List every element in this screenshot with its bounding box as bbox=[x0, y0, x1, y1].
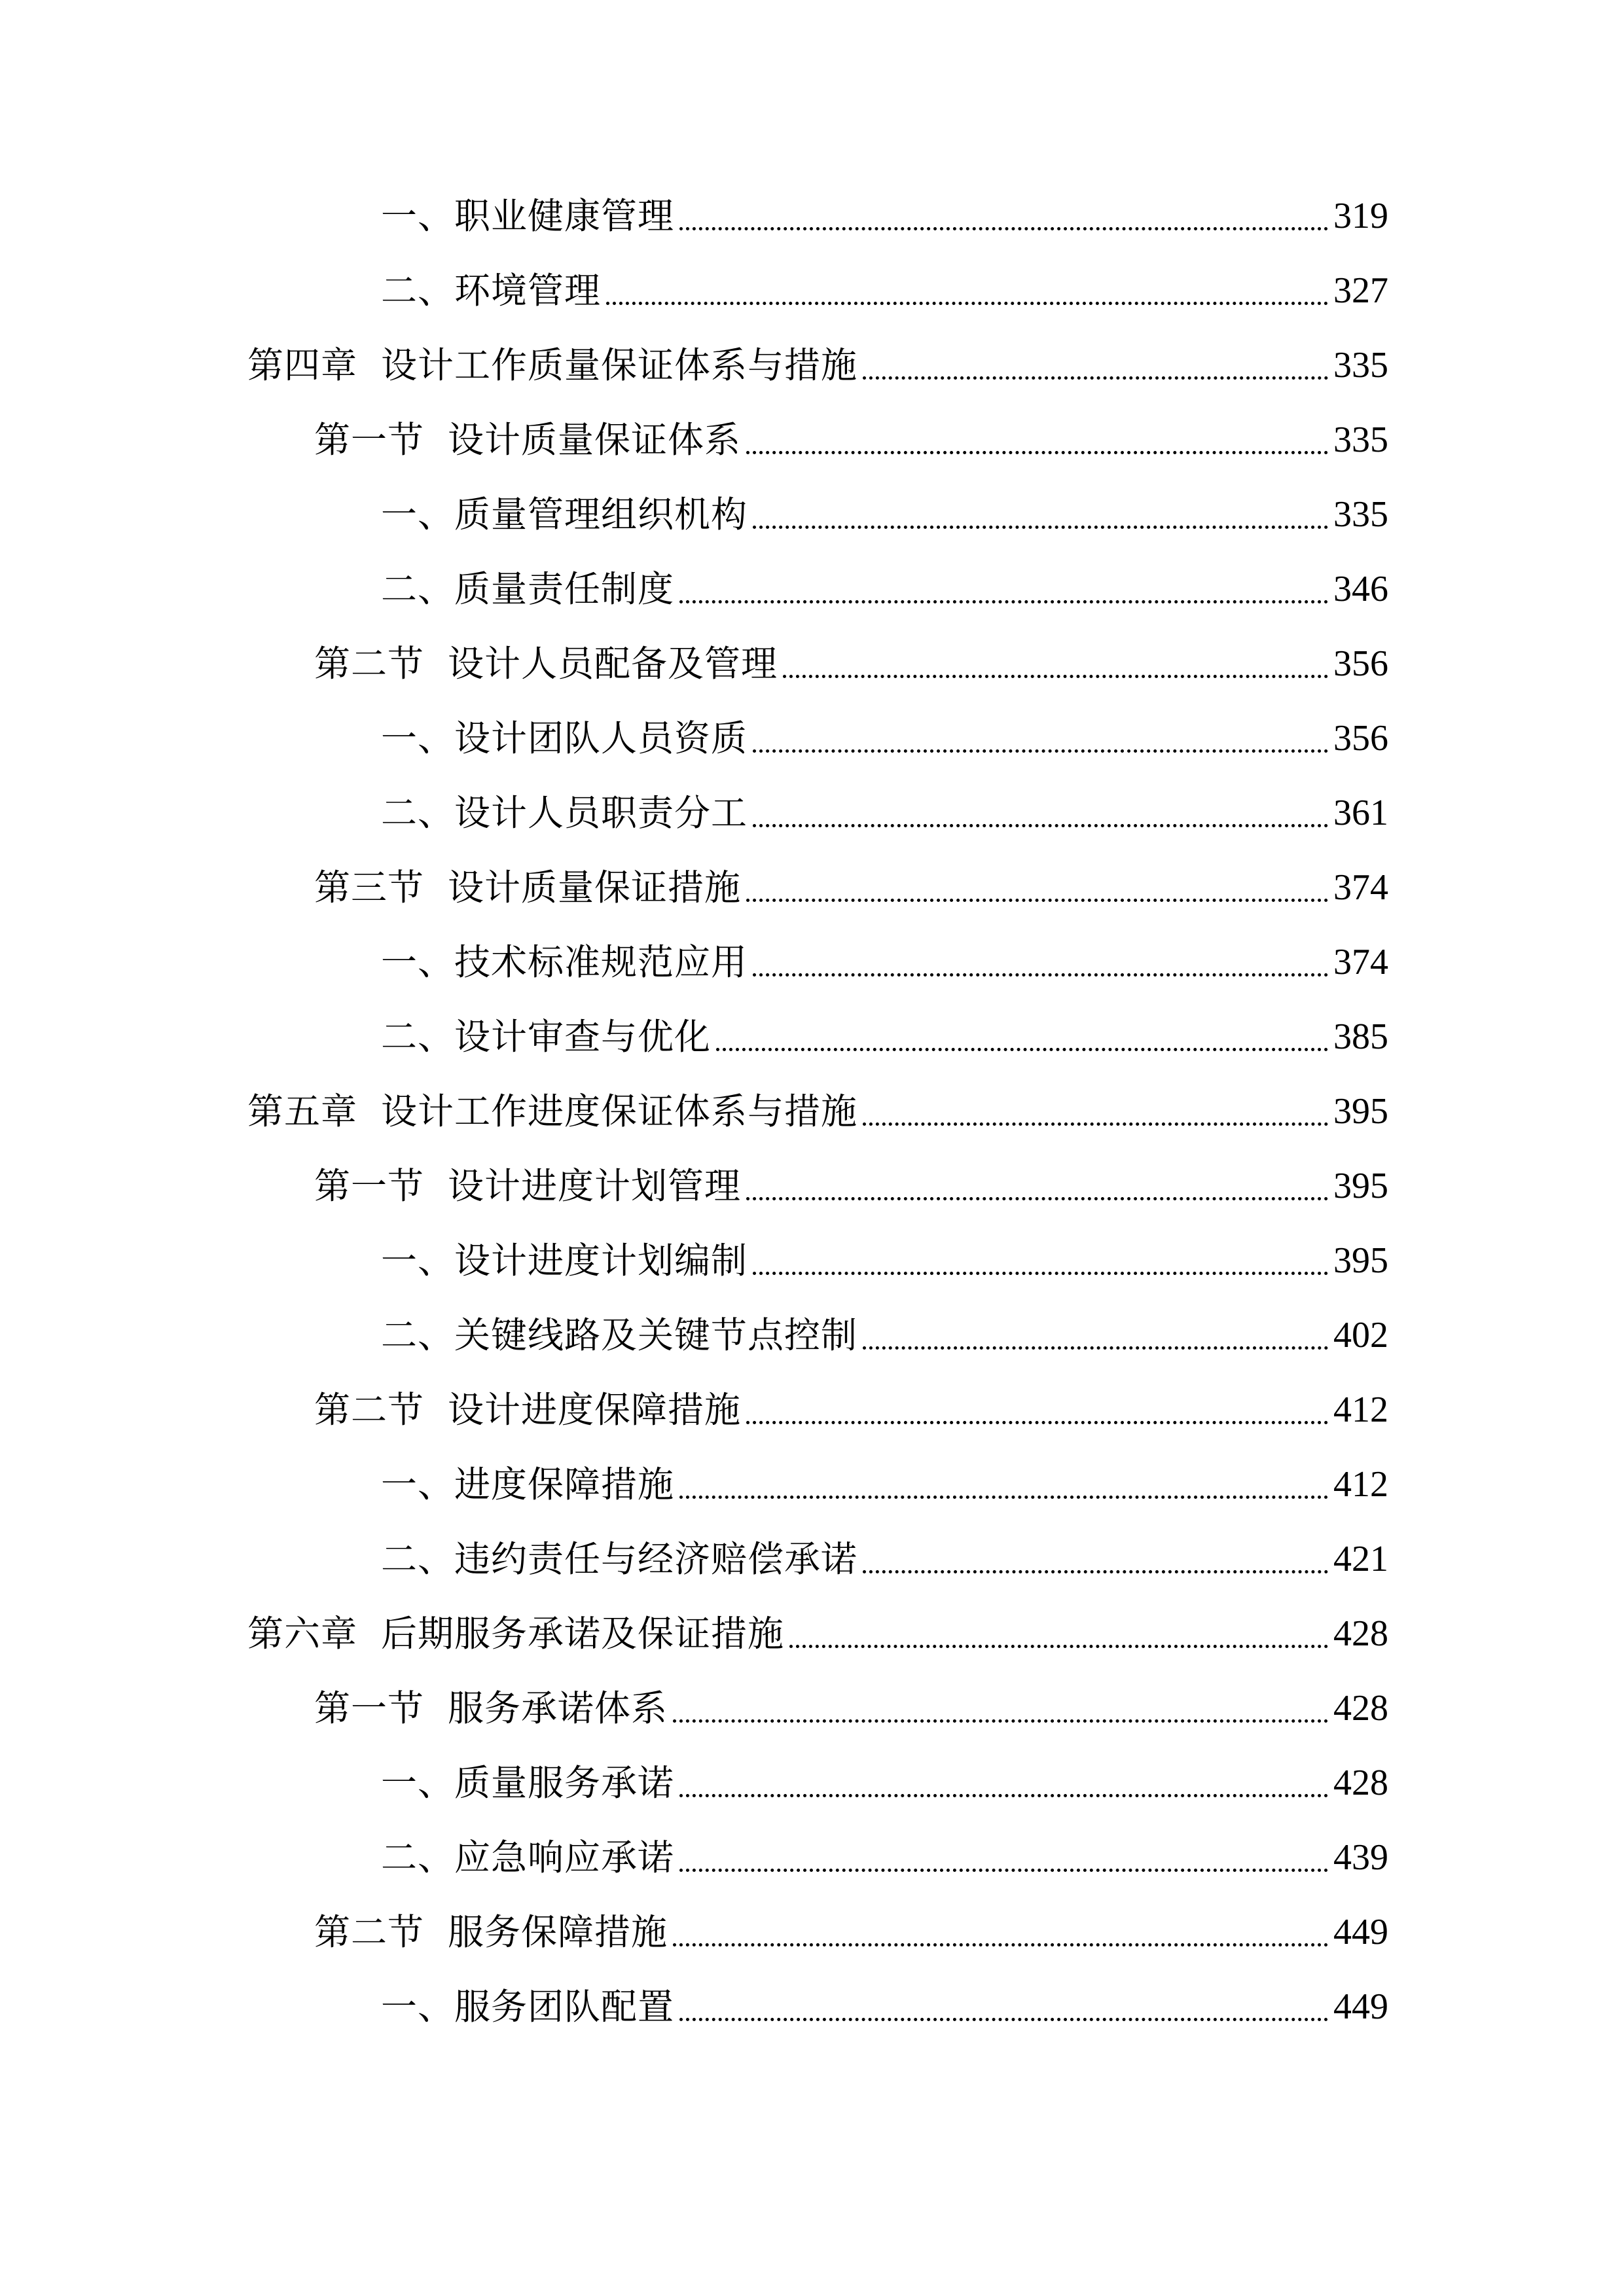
toc-entry[interactable] bbox=[381, 1981, 1388, 2033]
toc-leader-dots bbox=[863, 1346, 1328, 1350]
toc-entry-text: 设计人员配备及管理 bbox=[448, 643, 778, 685]
toc-entry-text: 设计工作进度保证体系与措施 bbox=[381, 1090, 858, 1132]
toc-page-number: 428 bbox=[1333, 1688, 1388, 1729]
toc-entry[interactable] bbox=[381, 936, 1388, 988]
toc-page-number: 335 bbox=[1333, 345, 1388, 386]
toc-entry-prefix: 第五章 bbox=[247, 1090, 358, 1132]
toc-entry[interactable] bbox=[314, 414, 1388, 466]
toc-page-number: 428 bbox=[1333, 1613, 1388, 1654]
toc-entry-text: 违约责任与经济赔偿承诺 bbox=[454, 1538, 858, 1580]
toc-entry[interactable] bbox=[381, 1533, 1388, 1585]
toc-entry[interactable] bbox=[314, 1682, 1388, 1734]
toc-entry-title bbox=[381, 1234, 748, 1287]
toc-leader-dots bbox=[679, 2018, 1328, 2021]
toc-leader-dots bbox=[716, 1048, 1328, 1051]
toc-page-number: 421 bbox=[1333, 1539, 1388, 1579]
toc-entry-prefix: 二、 bbox=[381, 792, 455, 834]
toc-entry-title bbox=[247, 339, 857, 391]
toc-page-number: 449 bbox=[1333, 1912, 1388, 1952]
toc-entry-text: 设计进度保障措施 bbox=[448, 1389, 742, 1431]
toc-page-number: 402 bbox=[1333, 1315, 1388, 1355]
toc-entry-text: 后期服务承诺及保证措施 bbox=[381, 1613, 785, 1655]
toc-entry[interactable] bbox=[381, 1309, 1388, 1361]
toc-leader-dots bbox=[679, 1869, 1328, 1872]
toc-entry-title bbox=[381, 1458, 674, 1511]
toc-entry[interactable] bbox=[381, 1458, 1388, 1511]
toc-entry[interactable] bbox=[314, 1384, 1388, 1436]
toc-leader-dots bbox=[783, 675, 1328, 678]
toc-entry-prefix: 一、 bbox=[381, 1762, 455, 1804]
toc-leader-dots bbox=[753, 824, 1328, 827]
toc-page-number: 395 bbox=[1333, 1166, 1388, 1206]
toc-entry[interactable] bbox=[314, 1160, 1388, 1212]
toc-leader-dots bbox=[863, 1570, 1328, 1573]
toc-page-number: 356 bbox=[1333, 643, 1388, 684]
toc-entry-title bbox=[247, 1607, 784, 1660]
toc-entry-text: 设计进度计划管理 bbox=[448, 1165, 742, 1207]
toc-entry[interactable] bbox=[381, 712, 1388, 764]
toc-page-number: 356 bbox=[1333, 718, 1388, 759]
toc-entry[interactable] bbox=[381, 563, 1388, 615]
toc-entry-prefix: 第一节 bbox=[314, 1687, 425, 1729]
toc-entry-text: 进度保障措施 bbox=[454, 1463, 675, 1505]
toc-entry-title bbox=[314, 637, 778, 690]
toc-leader-dots bbox=[753, 749, 1328, 753]
toc-entry-prefix: 第二节 bbox=[314, 1389, 425, 1431]
toc-entry-prefix: 第一节 bbox=[314, 1165, 425, 1207]
toc-entry-prefix: 二、 bbox=[381, 1538, 455, 1580]
toc-entry-title bbox=[381, 190, 674, 242]
toc-page-number: 374 bbox=[1333, 942, 1388, 982]
toc-page-number: 327 bbox=[1333, 270, 1388, 311]
toc-leader-dots bbox=[753, 526, 1328, 529]
toc-entry[interactable] bbox=[381, 190, 1388, 242]
toc-entry-title bbox=[381, 488, 748, 541]
toc-entry-prefix: 二、 bbox=[381, 1314, 455, 1356]
toc-leader-dots bbox=[673, 1719, 1328, 1723]
toc-leader-dots bbox=[746, 1197, 1328, 1200]
toc-entry-title bbox=[381, 1757, 674, 1809]
toc-entry[interactable] bbox=[381, 1757, 1388, 1809]
toc-page-number: 395 bbox=[1333, 1091, 1388, 1132]
toc-entry-prefix: 二、 bbox=[381, 1016, 455, 1058]
toc-entry[interactable] bbox=[314, 1906, 1388, 1958]
toc-leader-dots bbox=[679, 227, 1328, 230]
toc-entry-text: 服务团队配置 bbox=[454, 1986, 675, 2028]
toc-entry-text: 设计工作质量保证体系与措施 bbox=[381, 344, 858, 386]
toc-entry-title bbox=[314, 1682, 668, 1734]
toc-entry[interactable] bbox=[314, 637, 1388, 690]
toc-page-number: 335 bbox=[1333, 494, 1388, 535]
toc-entry[interactable] bbox=[381, 1234, 1388, 1287]
toc-entry-prefix: 一、 bbox=[381, 717, 455, 759]
toc-entry-title bbox=[314, 861, 741, 914]
toc-entry-title bbox=[381, 787, 748, 839]
toc-entry-title bbox=[381, 1831, 674, 1884]
toc-entry-text: 设计质量保证体系 bbox=[448, 419, 742, 461]
toc-entry[interactable] bbox=[247, 339, 1388, 391]
toc-leader-dots bbox=[863, 1122, 1328, 1126]
toc-entry-prefix: 第二节 bbox=[314, 643, 425, 685]
toc-page-number: 385 bbox=[1333, 1016, 1388, 1057]
toc-leader-dots bbox=[746, 899, 1328, 902]
toc-entry-prefix: 第六章 bbox=[247, 1613, 358, 1655]
toc-entry-prefix: 一、 bbox=[381, 493, 455, 535]
toc-entry-prefix: 一、 bbox=[381, 941, 455, 983]
toc-page-number: 449 bbox=[1333, 1986, 1388, 2027]
toc-entry-title bbox=[381, 1981, 674, 2033]
toc-entry[interactable] bbox=[247, 1607, 1388, 1660]
toc-entry-text: 服务保障措施 bbox=[448, 1911, 668, 1953]
toc-leader-dots bbox=[679, 600, 1328, 603]
toc-entry[interactable] bbox=[381, 1011, 1388, 1063]
toc-leader-dots bbox=[746, 1421, 1328, 1424]
toc-entry-title bbox=[314, 414, 741, 466]
toc-entry[interactable] bbox=[247, 1085, 1388, 1138]
toc-entry-text: 关键线路及关键节点控制 bbox=[454, 1314, 858, 1356]
toc-entry[interactable] bbox=[381, 488, 1388, 541]
toc-entry-prefix: 一、 bbox=[381, 1240, 455, 1282]
toc-entry-text: 职业健康管理 bbox=[454, 195, 675, 237]
toc-entry-title bbox=[381, 1309, 857, 1361]
toc-entry-prefix: 二、 bbox=[381, 568, 455, 610]
toc-entry[interactable] bbox=[381, 1831, 1388, 1884]
toc-page-number: 335 bbox=[1333, 420, 1388, 460]
toc-entry-prefix: 二、 bbox=[381, 270, 455, 312]
toc-entry[interactable] bbox=[381, 787, 1388, 839]
toc-leader-dots bbox=[753, 973, 1328, 977]
toc-entry-text: 质量管理组织机构 bbox=[454, 493, 748, 535]
toc-leader-dots bbox=[746, 451, 1328, 454]
toc-entry-prefix: 第四章 bbox=[247, 344, 358, 386]
toc-entry-prefix: 一、 bbox=[381, 1463, 455, 1505]
toc-leader-dots bbox=[753, 1272, 1328, 1275]
toc-entry-text: 设计进度计划编制 bbox=[454, 1240, 748, 1282]
toc-entry-prefix: 第三节 bbox=[314, 867, 425, 908]
toc-entry-title bbox=[314, 1160, 741, 1212]
toc-page-number: 374 bbox=[1333, 867, 1388, 908]
toc-leader-dots bbox=[789, 1645, 1328, 1648]
toc-entry-text: 环境管理 bbox=[454, 270, 602, 312]
toc-entry-prefix: 二、 bbox=[381, 1837, 455, 1878]
toc-page-number: 428 bbox=[1333, 1763, 1388, 1803]
toc-entry-text: 质量服务承诺 bbox=[454, 1762, 675, 1804]
toc-page-number: 412 bbox=[1333, 1464, 1388, 1505]
toc-entry-title bbox=[381, 563, 674, 615]
toc-entry-title bbox=[381, 1533, 857, 1585]
toc-entry-title bbox=[247, 1085, 857, 1138]
toc-page-number: 412 bbox=[1333, 1390, 1388, 1430]
toc-leader-dots bbox=[679, 1794, 1328, 1797]
toc-entry-title bbox=[381, 712, 748, 764]
toc-entry-text: 设计质量保证措施 bbox=[448, 867, 742, 908]
toc-leader-dots bbox=[679, 1496, 1328, 1499]
toc-entry[interactable] bbox=[314, 861, 1388, 914]
toc-leader-dots bbox=[863, 376, 1328, 380]
toc-entry-prefix: 第二节 bbox=[314, 1911, 425, 1953]
toc-entry[interactable] bbox=[381, 264, 1388, 317]
toc-page-number: 361 bbox=[1333, 793, 1388, 833]
toc-entry-prefix: 第一节 bbox=[314, 419, 425, 461]
toc-leader-dots bbox=[673, 1943, 1328, 1946]
toc-page-number: 439 bbox=[1333, 1837, 1388, 1878]
toc-leader-dots bbox=[606, 302, 1328, 305]
toc-entry-text: 设计人员职责分工 bbox=[454, 792, 748, 834]
toc-page-number: 319 bbox=[1333, 196, 1388, 236]
toc-entry-title bbox=[314, 1906, 668, 1958]
toc-entry-text: 服务承诺体系 bbox=[448, 1687, 668, 1729]
toc-page-number: 346 bbox=[1333, 569, 1388, 609]
toc-entry-prefix: 一、 bbox=[381, 195, 455, 237]
toc-entry-text: 技术标准规范应用 bbox=[454, 941, 748, 983]
toc-entry-title bbox=[381, 264, 601, 317]
toc-entry-text: 质量责任制度 bbox=[454, 568, 675, 610]
toc-entry-prefix: 一、 bbox=[381, 1986, 455, 2028]
toc-entry-text: 设计审查与优化 bbox=[454, 1016, 712, 1058]
toc-entry-title bbox=[381, 936, 748, 988]
toc-entry-title bbox=[314, 1384, 741, 1436]
toc-entry-text: 应急响应承诺 bbox=[454, 1837, 675, 1878]
toc-entry-title bbox=[381, 1011, 711, 1063]
toc-page-number: 395 bbox=[1333, 1240, 1388, 1281]
toc-entry-text: 设计团队人员资质 bbox=[454, 717, 748, 759]
